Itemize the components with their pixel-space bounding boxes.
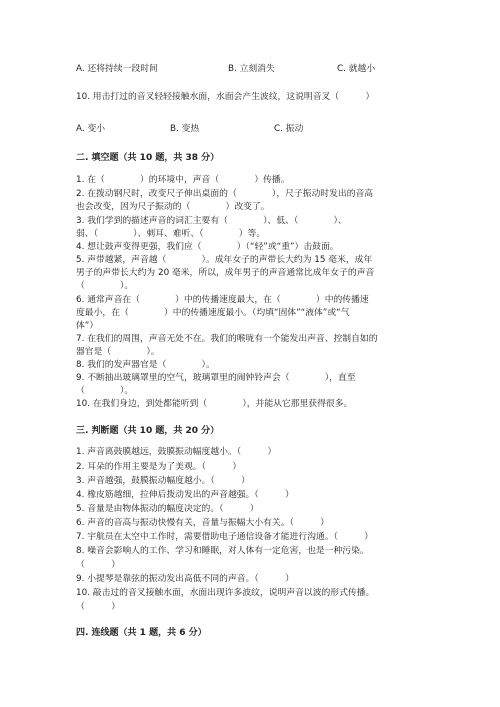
fill-line: 度最小，在（ ）中的传播速度最小。（均填“固体”“液体”或“气 <box>76 308 350 318</box>
section-heading-true-false: 三. 判断题（共 10 题，共 20 分） <box>76 426 220 436</box>
fill-line: 10. 在我们身边，到处都能听到（ ），并能从它那里获得很多。 <box>76 399 353 409</box>
judge-line: 7. 宇航员在太空中工作时，需要借助电子通信设备才能进行沟通。（ ） <box>76 532 374 542</box>
fill-line: 器官是（ ）。 <box>76 347 160 357</box>
q10-stem: 10. 用击打过的音叉轻轻接触水面，水面会产生波纹，这说明音叉（ ） <box>76 92 375 102</box>
fill-line: 6. 通常声音在（ ）中的传播速度最大，在（ ）中的传播速 <box>76 295 369 305</box>
fill-line: 2. 在拨动钢尺时，改变尺子伸出桌面的（ ），尺子振动时发出的音高 <box>76 189 374 199</box>
judge-line: 4. 橡皮筋越细，拉伸后拨动发出的声音越强。（ ） <box>76 490 294 500</box>
fill-line: （ ）。 <box>76 386 134 396</box>
q10-option-b: B. 变热 <box>170 124 200 134</box>
q9-option-b: B. 立刻消失 <box>228 64 275 74</box>
judge-line: 1. 声音离鼓膜越远，鼓膜振动幅度越小。（ ） <box>76 447 277 457</box>
fill-line: 9. 不断抽出玻璃罩里的空气，玻璃罩里的闹钟铃声会（ ），直至 <box>76 373 356 383</box>
fill-line: 7. 在我们的周围，声音无处不在。我们的喉咙有一个能发出声音、控制自如的 <box>76 334 378 344</box>
q10-option-a: A. 变小 <box>76 124 106 134</box>
judge-line: 3. 声音越强，鼓膜振动幅度越小。（ ） <box>76 476 250 486</box>
judge-line: 6. 声音的音高与振动快慢有关，音量与振幅大小有关。（ ） <box>76 518 330 528</box>
judge-line: （ ） <box>76 560 120 570</box>
q9-option-a: A. 还将持续一段时间 <box>76 64 158 74</box>
fill-line: 8. 我们的发声器官是（ ）。 <box>76 360 215 370</box>
fill-line: 也会改变，因为尺子振动的（ ）改变了。 <box>76 202 270 212</box>
q9-option-c: C. 就越小 <box>337 64 376 74</box>
fill-line: 4. 想让鼓声变得更强，我们应（ ）（“轻”或“重”）击鼓面。 <box>76 242 339 252</box>
fill-line: 弱、（ ）、刺耳、难听、（ ）等。 <box>76 229 266 239</box>
fill-line: 体”） <box>76 321 99 331</box>
judge-line: 10. 敲击过的音叉接触水面，水面出现许多波纹，说明声音以波的形式传播。 <box>76 588 375 598</box>
section-heading-matching: 四. 连线题（共 1 题，共 6 分） <box>76 628 207 638</box>
judge-line: （ ） <box>76 602 120 612</box>
section-heading-fill-blank: 二. 填空题（共 10 题，共 38 分） <box>76 153 220 163</box>
fill-line: 3. 我们学到的描述声音的词汇主要有（ ）、低、（ ）、 <box>76 216 347 226</box>
judge-line: 2. 耳朵的作用主要是为了美观。（ ） <box>76 462 242 472</box>
judge-line: 9. 小提琴是靠弦的振动发出高低不同的声音。（ ） <box>76 574 294 584</box>
judge-line: 8. 噪音会影响人的工作、学习和睡眠，对人体有一定危害，也是一种污染。 <box>76 546 369 556</box>
judge-line: 5. 音量是由物体振动的幅度决定的。（ ） <box>76 504 259 514</box>
fill-line: 男子的声带长大约为 20 毫米，所以，成年男子的声音通常比成年女子的声音 <box>76 268 375 278</box>
fill-line: 5. 声带越紧，声音越（ ）。成年女子的声带长大约为 15 毫米，成年 <box>76 255 373 265</box>
fill-line: 1. 在（ ）的环境中，声音（ ）传播。 <box>76 175 290 185</box>
fill-line: （ ）。 <box>76 281 134 291</box>
q10-option-c: C. 振动 <box>274 124 304 134</box>
